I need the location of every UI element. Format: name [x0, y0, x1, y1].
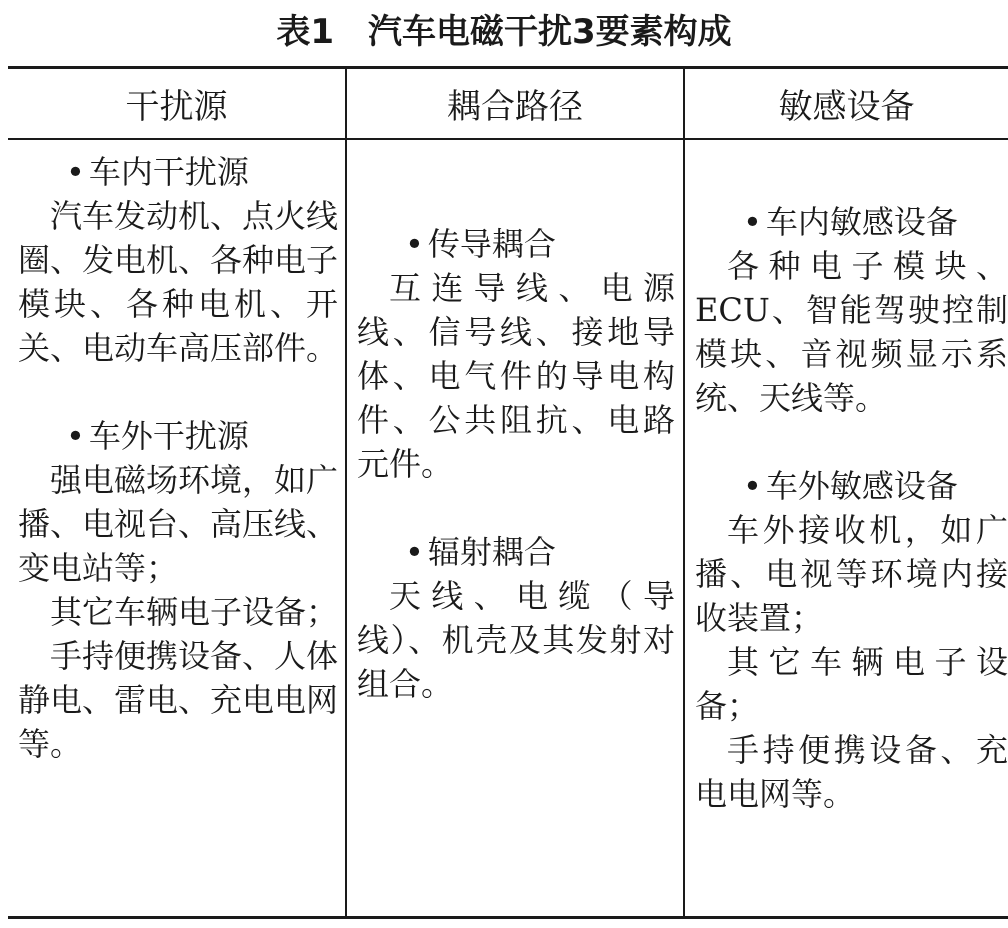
cell-sensitive-equipment	[695, 200, 1008, 816]
table-bottom-rule	[8, 916, 1008, 919]
cell-paragraph: 汽车发动机、点火线圈、发电机、各种电子模块、各种电机、开关、电动车高压部件。	[18, 197, 339, 367]
bullet-icon: •	[66, 417, 85, 455]
group-heading: • 车外敏感设备	[743, 467, 958, 505]
bullet-icon: •	[743, 467, 762, 505]
header-sensitive-equipment: 敏感设备	[778, 86, 915, 127]
table-top-rule	[8, 66, 1008, 69]
group-heading: • 车内干扰源	[66, 153, 249, 191]
bullet-icon: •	[405, 533, 424, 571]
group-radiated-coupling	[357, 530, 675, 706]
cell-coupling-path	[357, 222, 675, 706]
bullet-icon: •	[66, 153, 85, 191]
cell-paragraph: 手持便携设备、充电电网等。	[695, 731, 1008, 813]
cell-paragraph: 各种电子模块、ECU、智能驾驶控制模块、音视频显示系统、天线等。	[695, 247, 1008, 417]
cell-interference-source	[18, 150, 338, 766]
table-header-rule	[8, 138, 1008, 140]
group-external-source	[18, 414, 338, 766]
cell-paragraph: 其它车辆电子设备；	[50, 593, 339, 631]
cell-paragraph: 强电磁场环境，如广播、电视台、高压线、变电站等；	[18, 461, 339, 587]
bullet-icon: •	[743, 203, 762, 241]
group-external-equipment	[695, 464, 1008, 816]
cell-paragraph: 其它车辆电子设备；	[695, 643, 1008, 725]
group-heading: • 车内敏感设备	[743, 203, 958, 241]
header-coupling-path: 耦合路径	[447, 86, 583, 127]
column-divider	[345, 68, 347, 917]
cell-paragraph: 天线、电缆（导线）、机壳及其发射对组合。	[357, 577, 675, 703]
cell-paragraph: 车外接收机，如广播、电视等环境内接收装置；	[695, 511, 1008, 637]
group-conducted-coupling	[357, 222, 675, 486]
column-divider	[683, 68, 685, 917]
header-interference-source: 干扰源	[125, 86, 228, 127]
cell-paragraph: 手持便携设备、人体静电、雷电、充电电网等。	[18, 637, 339, 763]
group-heading: • 辐射耦合	[405, 533, 556, 571]
group-in-vehicle-equipment	[695, 200, 1008, 420]
cell-paragraph: 互连导线、电源线、信号线、接地导体、电气件的导电构件、公共阻抗、电路元件。	[357, 269, 675, 483]
group-in-vehicle-source	[18, 150, 338, 370]
group-heading: • 车外干扰源	[66, 417, 249, 455]
group-heading: • 传导耦合	[405, 225, 556, 263]
bullet-icon: •	[405, 225, 424, 263]
table-title: 表1 汽车电磁干扰3要素构成	[276, 12, 732, 52]
